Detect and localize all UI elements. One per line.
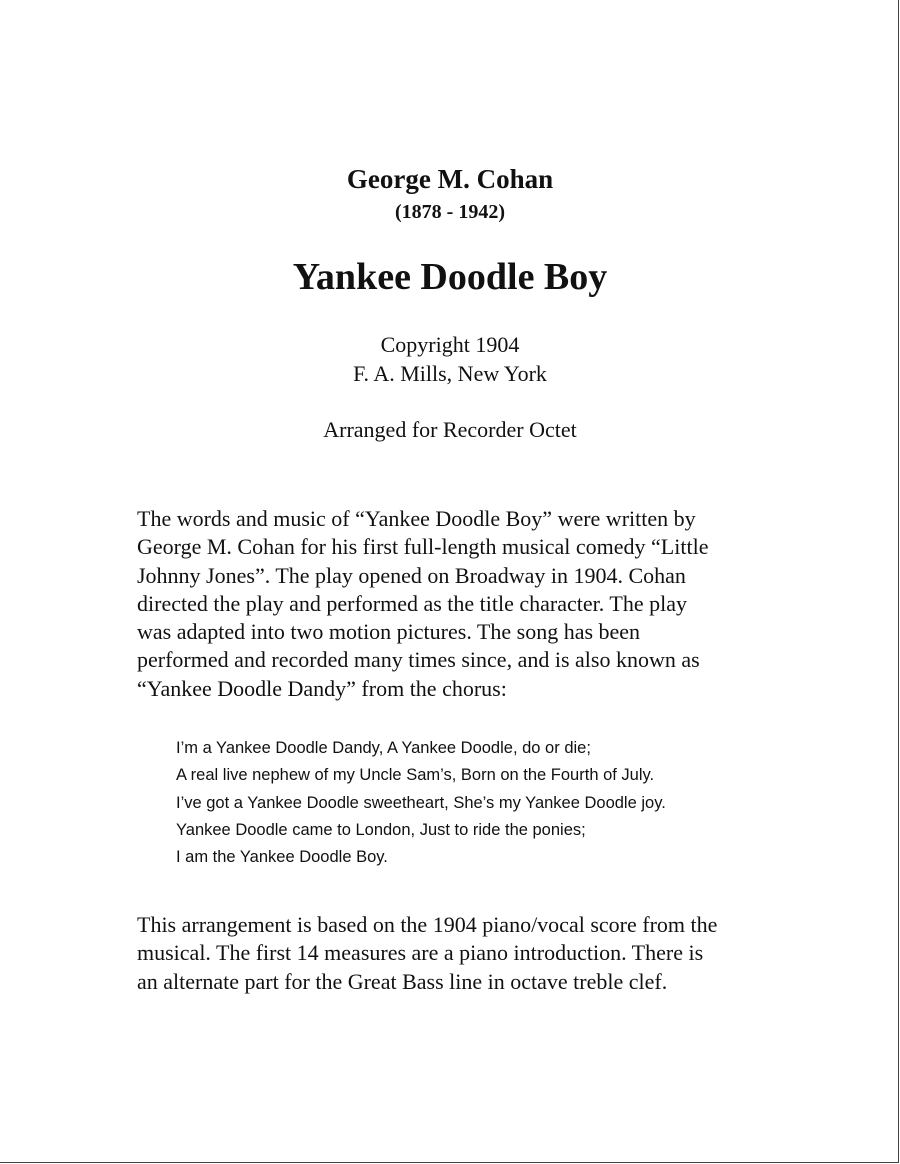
composer-lifespan: (1878 - 1942) [395, 201, 505, 223]
lyric-line: A real live nephew of my Uncle Sam’s, Born on the Fourth of July. [176, 766, 655, 785]
intro-line: George M. Cohan for his first full-length musical comedy “Little [137, 534, 709, 560]
lyric-line: Yankee Doodle came to London, Just to ride the ponies; [176, 820, 586, 839]
page-title: Yankee Doodle Boy [292, 256, 608, 298]
chorus-lyrics [176, 735, 796, 871]
intro-line: was adapted into two motion pictures. The song has been [137, 619, 641, 645]
composer-name: George M. Cohan [346, 164, 554, 194]
closing-line: musical. The first 14 measures are a piano introduction. There is [137, 940, 704, 966]
intro-line: performed and recorded many times since, and is also known as [137, 647, 700, 673]
lyric-line: I’ve got a Yankee Doodle sweetheart, She’s my Yankee Doodle joy. [176, 793, 666, 812]
intro-paragraph [137, 505, 777, 703]
intro-line: directed the play and performed as the title character. The play [137, 590, 687, 616]
intro-line: “Yankee Doodle Dandy” from the chorus: [137, 675, 507, 701]
closing-line: This arrangement is based on the 1904 piano/vocal score from the [137, 912, 718, 937]
closing-paragraph [137, 911, 797, 996]
lyric-line: I am the Yankee Doodle Boy. [176, 848, 388, 867]
lyric-line: I’m a Yankee Doodle Dandy, A Yankee Doodle, do or die; [176, 739, 591, 757]
closing-line: an alternate part for the Great Bass line in octave treble clef. [137, 968, 668, 994]
intro-line: The words and music of “Yankee Doodle Boy” were written by [137, 506, 696, 531]
intro-line: Johnny Jones”. The play opened on Broadway in 1904. Cohan [137, 562, 686, 588]
arrangement-line: Arranged for Recorder Octet [323, 417, 577, 442]
copyright-line: Copyright 1904 [380, 332, 520, 357]
publisher-line: F. A. Mills, New York [353, 361, 547, 386]
